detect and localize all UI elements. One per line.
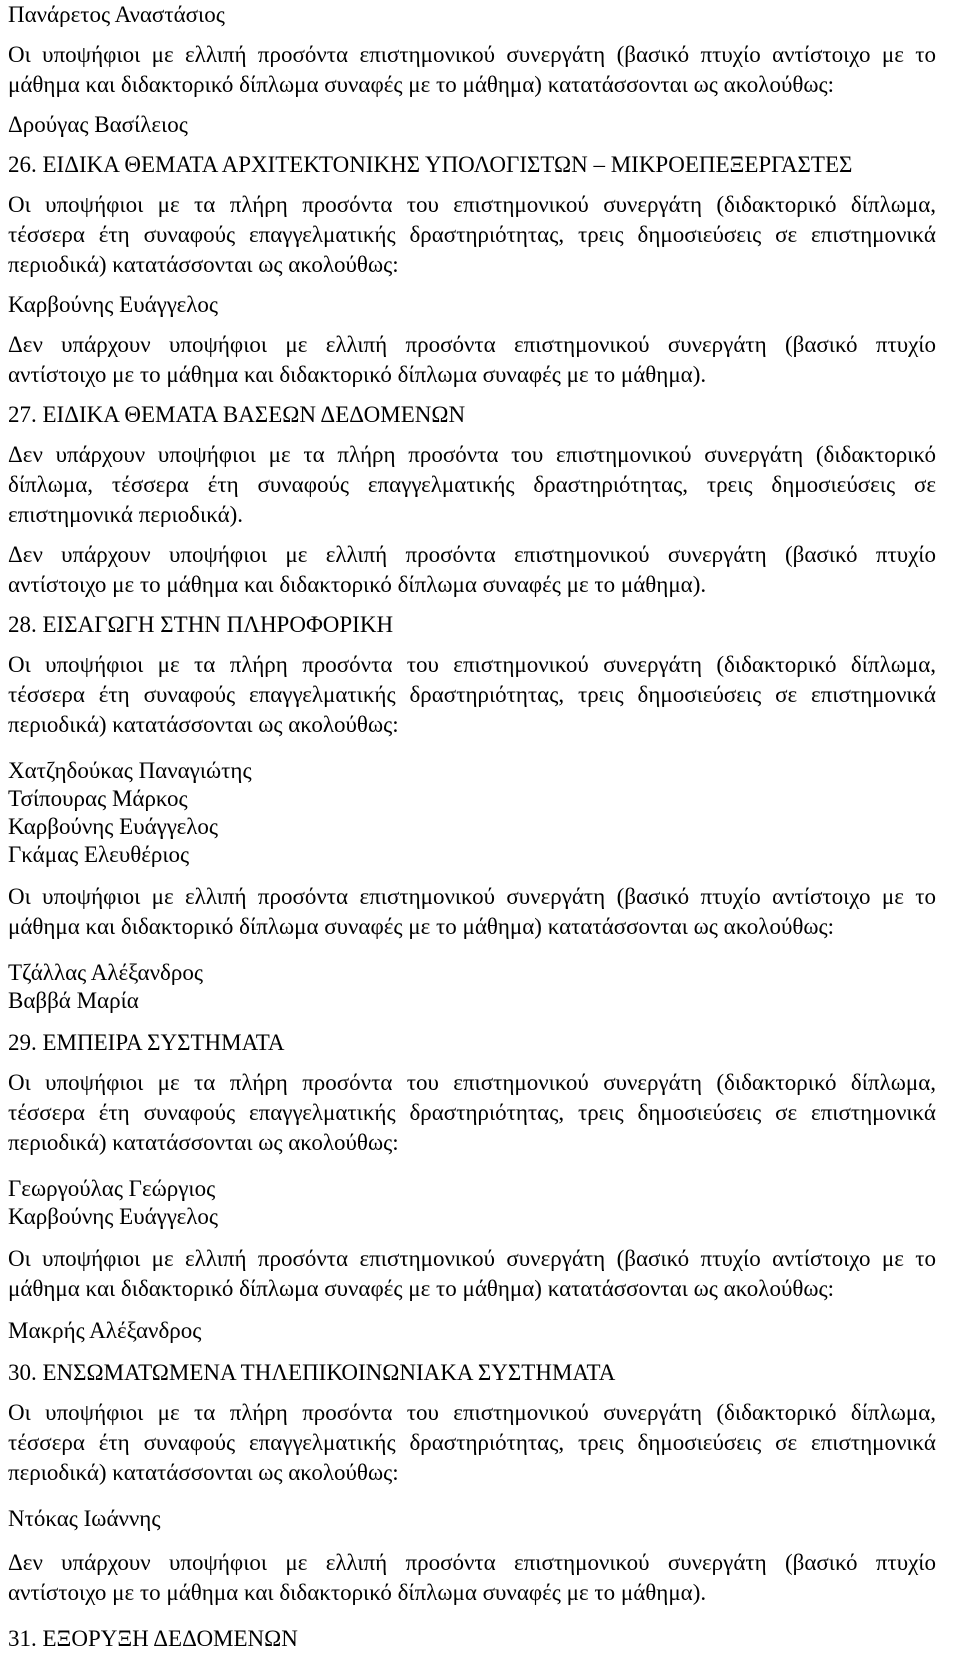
paragraph-line: αντίστοιχο με το μάθημα και διδακτορικό δίπλωμα συναφές με το μάθημα). (8, 1580, 707, 1605)
paragraph-line: περιοδικά) κατατάσσονται ως ακολούθως: (8, 712, 399, 737)
paragraph-line: Δεν υπάρχουν υποψήφιοι με τα πλήρη προσόντα του επιστημονικού συνεργάτη (διδακτορικό (8, 442, 936, 467)
paragraph-line: περιοδικά) κατατάσσονται ως ακολούθως: (8, 1130, 399, 1155)
paragraph-line: τέσσερα έτη συναφούς επαγγελματικής δραστηριότητας, τρεις δημοσιεύσεις σε επιστημονικά (8, 222, 936, 247)
candidate-name: Μακρής Αλέξανδρος (8, 1318, 202, 1343)
candidate-name: Πανάρετος Αναστάσιος (8, 2, 225, 27)
candidate-name: Χατζηδούκας Παναγιώτης (8, 758, 252, 783)
candidate-name: Βαββά Μαρία (8, 988, 139, 1013)
paragraph-line: τέσσερα έτη συναφούς επαγγελματικής δραστηριότητας, τρεις δημοσιεύσεις σε επιστημονικά (8, 682, 936, 707)
paragraph-line: Οι υποψήφιοι με τα πλήρη προσόντα του επιστημονικού συνεργάτη (διδακτορικό δίπλωμα, (8, 1400, 936, 1425)
paragraph-line: αντίστοιχο με το μάθημα και διδακτορικό δίπλωμα συναφές με το μάθημα). (8, 362, 707, 387)
paragraph-line: μάθημα και διδακτορικό δίπλωμα συναφές με το μάθημα) κατατάσσονται ως ακολούθως: (8, 1276, 834, 1301)
paragraph-line: Δεν υπάρχουν υποψήφιοι με ελλιπή προσόντα επιστημονικού συνεργάτη (βασικό πτυχίο (8, 332, 936, 357)
candidate-name: Δρούγας Βασίλειος (8, 112, 188, 137)
candidate-name: Γεωργούλας Γεώργιος (8, 1176, 216, 1201)
paragraph-line: Οι υποψήφιοι με τα πλήρη προσόντα του επιστημονικού συνεργάτη (διδακτορικό δίπλωμα, (8, 652, 936, 677)
candidate-name: Γκάμας Ελευθέριος (8, 842, 190, 867)
candidate-name: Καρβούνης Ευάγγελος (8, 814, 218, 839)
paragraph-line: μάθημα και διδακτορικό δίπλωμα συναφές με το μάθημα) κατατάσσονται ως ακολούθως: (8, 914, 834, 939)
paragraph-line: Οι υποψήφιοι με ελλιπή προσόντα επιστημονικού συνεργάτη (βασικό πτυχίο αντίστοιχο με το (8, 1246, 936, 1271)
section-heading-29: 29. ΕΜΠΕΙΡΑ ΣΥΣΤΗΜΑΤΑ (8, 1030, 285, 1055)
section-heading-28: 28. ΕΙΣΑΓΩΓΗ ΣΤΗΝ ΠΛΗΡΟΦΟΡΙΚΗ (8, 612, 394, 637)
paragraph-line: Δεν υπάρχουν υποψήφιοι με ελλιπή προσόντα επιστημονικού συνεργάτη (βασικό πτυχίο (8, 542, 936, 567)
paragraph-line: αντίστοιχο με το μάθημα και διδακτορικό δίπλωμα συναφές με το μάθημα). (8, 572, 707, 597)
candidate-name: Καρβούνης Ευάγγελος (8, 1204, 218, 1229)
paragraph-line: τέσσερα έτη συναφούς επαγγελματικής δραστηριότητας, τρεις δημοσιεύσεις σε επιστημονικά (8, 1430, 936, 1455)
paragraph-line: Οι υποψήφιοι με τα πλήρη προσόντα του επιστημονικού συνεργάτη (διδακτορικό δίπλωμα, (8, 1070, 936, 1095)
candidate-name: Καρβούνης Ευάγγελος (8, 292, 218, 317)
section-heading-27: 27. ΕΙΔΙΚΑ ΘΕΜΑΤΑ ΒΑΣΕΩΝ ΔΕΔΟΜΕΝΩΝ (8, 402, 466, 427)
paragraph-line: μάθημα και διδακτορικό δίπλωμα συναφές με το μάθημα) κατατάσσονται ως ακολούθως: (8, 72, 834, 97)
paragraph-line: Οι υποψήφιοι με ελλιπή προσόντα επιστημονικού συνεργάτη (βασικό πτυχίο αντίστοιχο με το (8, 42, 936, 67)
candidate-name: Τζάλλας Αλέξανδρος (8, 960, 203, 985)
paragraph-line: Δεν υπάρχουν υποψήφιοι με ελλιπή προσόντα επιστημονικού συνεργάτη (βασικό πτυχίο (8, 1550, 936, 1575)
paragraph-line: Οι υποψήφιοι με τα πλήρη προσόντα του επιστημονικού συνεργάτη (διδακτορικό δίπλωμα, (8, 192, 936, 217)
candidate-name: Τσίπουρας Μάρκος (8, 786, 188, 811)
paragraph-line: τέσσερα έτη συναφούς επαγγελματικής δραστηριότητας, τρεις δημοσιεύσεις σε επιστημονικά (8, 1100, 936, 1125)
section-heading-31: 31. ΕΞΟΡΥΞΗ ΔΕΔΟΜΕΝΩΝ (8, 1626, 298, 1651)
paragraph-line: περιοδικά) κατατάσσονται ως ακολούθως: (8, 1460, 399, 1485)
paragraph-line: επιστημονικά περιοδικά). (8, 502, 244, 527)
paragraph-line: περιοδικά) κατατάσσονται ως ακολούθως: (8, 252, 399, 277)
candidate-name: Ντόκας Ιωάννης (8, 1506, 161, 1531)
paragraph-line: δίπλωμα, τέσσερα έτη συναφούς επαγγελματικής δραστηριότητας, τρεις δημοσιεύσεις σε (8, 472, 936, 497)
section-heading-26: 26. ΕΙΔΙΚΑ ΘΕΜΑΤΑ ΑΡΧΙΤΕΚΤΟΝΙΚΗΣ ΥΠΟΛΟΓΙΣΤΩΝ – ΜΙΚΡΟΕΠΕΞΕΡΓΑΣΤΕΣ (8, 152, 853, 177)
paragraph-line: Οι υποψήφιοι με ελλιπή προσόντα επιστημονικού συνεργάτη (βασικό πτυχίο αντίστοιχο με το (8, 884, 936, 909)
section-heading-30: 30. ΕΝΣΩΜΑΤΩΜΕΝΑ ΤΗΛΕΠΙΚΟΙΝΩΝΙΑΚΑ ΣΥΣΤΗΜΑΤΑ (8, 1360, 616, 1385)
